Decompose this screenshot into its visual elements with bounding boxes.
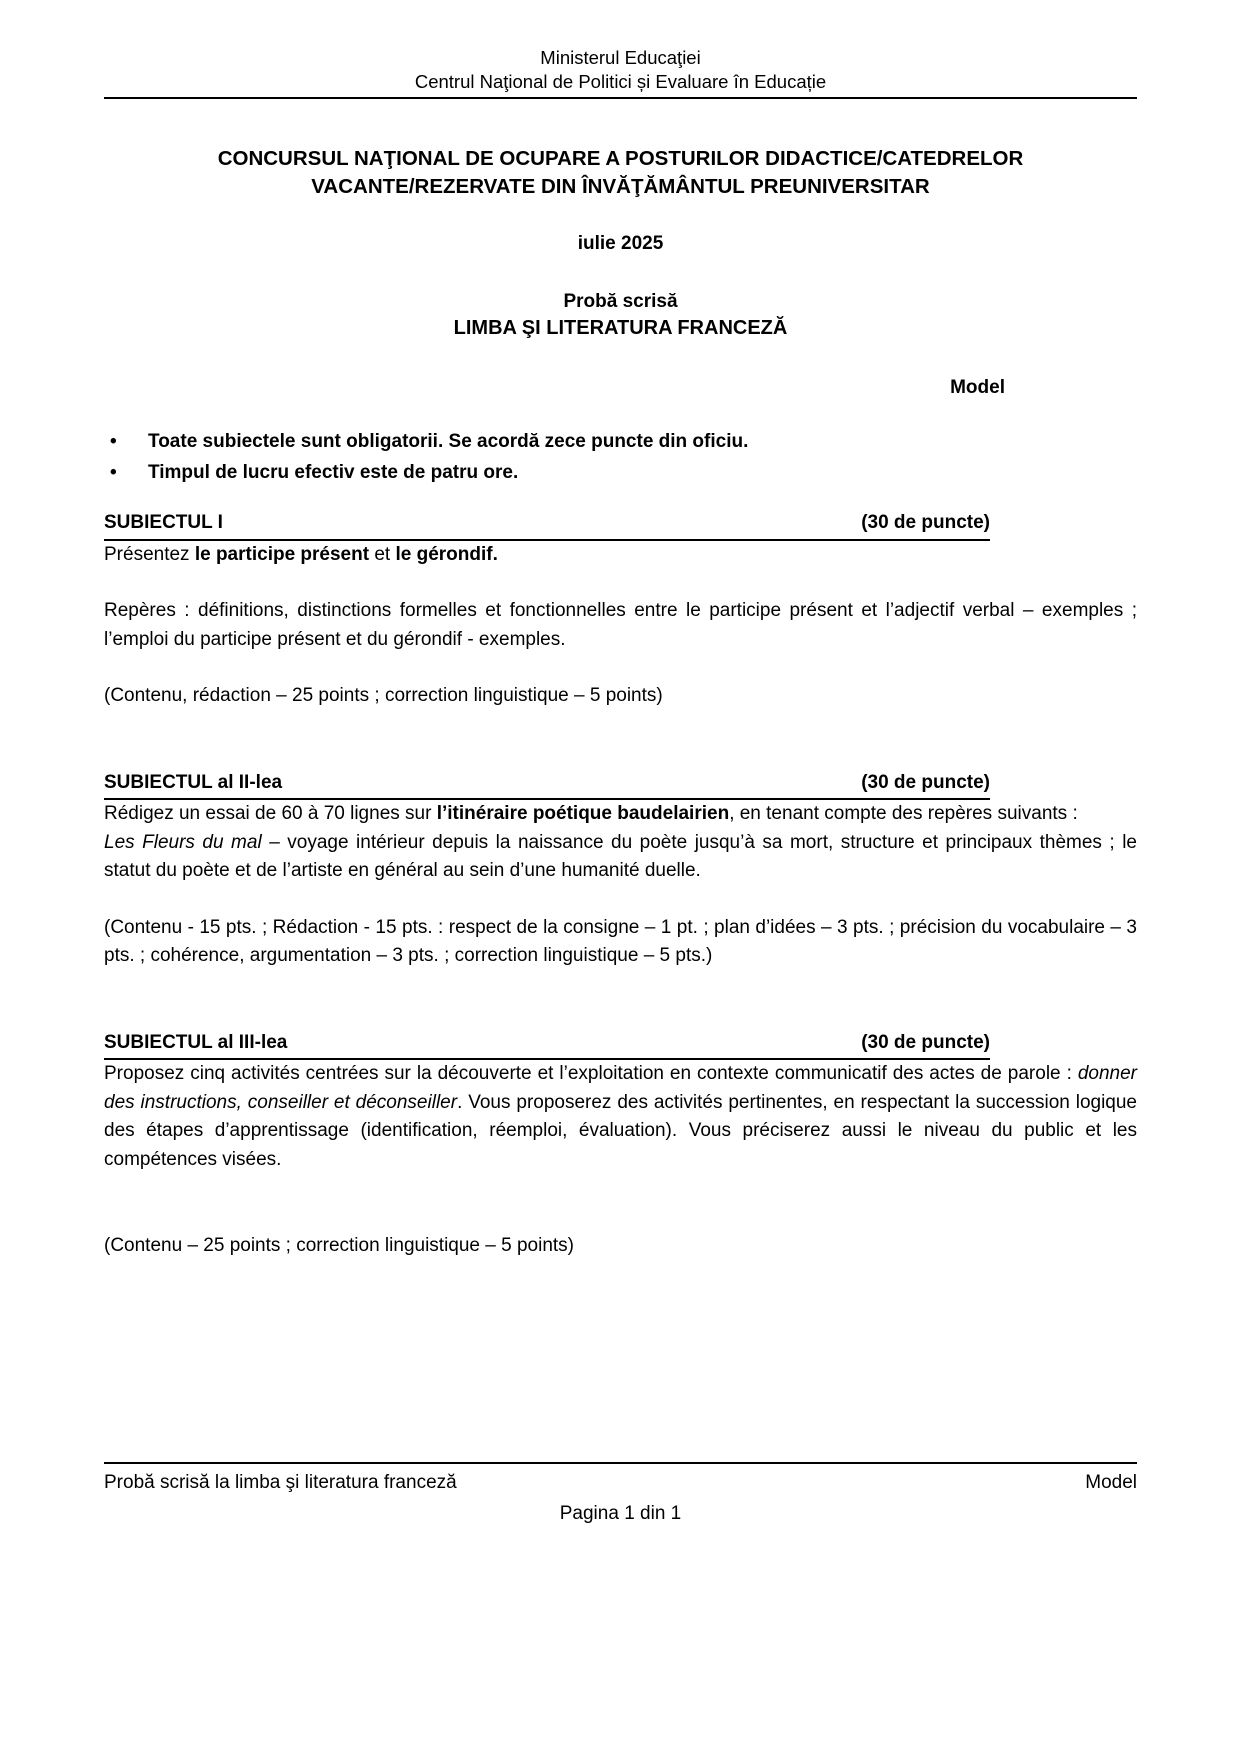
section-3-points: (30 de puncte)	[861, 1031, 990, 1053]
section-3-task: Proposez cinq activités centrées sur la découverte et l’exploitation en contexte communicatif des actes de parole : donner des instructions, conseiller et déconseiller. Vous proposerez des activités pertinentes, en respectant la succession logique des étapes d’apprentissage (identification, réemploi, évaluation). Vous préciserez aussi le niveau du public et les compétences visées.	[104, 1063, 1137, 1170]
section-2-scoring: (Contenu - 15 pts. ; Rédaction - 15 pts. : respect de la consigne – 1 pt. ; plan d’idées – 3 pts. ; précision du vocabulaire – 3 pts. ; cohérence, argumentation – 3 pts. ; correction linguistique – 5 pts.)	[104, 916, 1137, 967]
footer-divider	[104, 1462, 1137, 1464]
footer-exam-label: Probă scrisă la limba şi literatura franceză	[104, 1472, 457, 1493]
section-subiectul-1	[104, 509, 1137, 711]
section-subiectul-3	[104, 1029, 1137, 1261]
instruction-item: • Timpul de lucru efectiv este de patru ore.	[104, 459, 1137, 488]
session-date: iulie 2025	[577, 233, 664, 255]
exam-type: Probă scrisă	[563, 290, 678, 312]
document-header	[104, 46, 1137, 94]
header-divider	[104, 97, 1137, 99]
section-2-heading: SUBIECTUL al II-lea	[104, 771, 283, 793]
contest-title-line2: VACANTE/REZERVATE DIN ÎNVĂŢĂMÂNTUL PREUNIVERSITAR	[311, 174, 930, 198]
section-1-body: Repères : définitions, distinctions formelles et fonctionnelles entre le participe présent et l’adjectif verbal – exemples ; l’emploi du participe présent et du gérondif - exemples.	[104, 600, 1137, 650]
section-1-points: (30 de puncte)	[861, 512, 990, 534]
section-subiectul-2	[104, 769, 1137, 971]
footer-page-number: Pagina 1 din 1	[559, 1502, 682, 1524]
variant-label: Model	[950, 376, 1005, 398]
section-2-task: Rédigez un essai de 60 à 70 lignes sur l’itinéraire poétique baudelairien, en tenant compte des repères suivants :	[104, 803, 1078, 825]
instructions-list	[104, 428, 1137, 487]
instruction-item: • Toate subiectele sunt obligatorii. Se acordă zece puncte din oficiu.	[104, 428, 1137, 457]
section-2-heading-row	[104, 769, 990, 801]
section-3-heading-row	[104, 1029, 990, 1061]
section-2-body: Les Fleurs du mal – voyage intérieur depuis la naissance du poète jusqu’à sa mort, structure et principaux thèmes ; le statut du poète et de l’artiste en général au sein d’une humanité duelle.	[104, 831, 1137, 882]
section-3-heading: SUBIECTUL al III-lea	[104, 1031, 288, 1053]
section-3-scoring: (Contenu – 25 points ; correction linguistique – 5 points)	[104, 1235, 574, 1257]
contest-title-line1: CONCURSUL NAŢIONAL DE OCUPARE A POSTURILOR DIDACTICE/CATEDRELOR	[217, 147, 1024, 171]
section-1-heading-row	[104, 509, 990, 541]
page-footer	[104, 1462, 1137, 1528]
exam-type-block	[104, 289, 1137, 342]
footer-variant-label: Model	[1085, 1472, 1137, 1493]
section-1-heading: SUBIECTUL I	[104, 512, 223, 534]
contest-title	[104, 145, 1137, 200]
section-1-scoring: (Contenu, rédaction – 25 points ; correction linguistique – 5 points)	[104, 685, 663, 707]
discipline-title: LIMBA ŞI LITERATURA FRANCEZĂ	[453, 316, 788, 339]
footer-row	[104, 1469, 1137, 1498]
section-2-points: (30 de puncte)	[861, 771, 990, 793]
section-1-task: Présentez le participe présent et le gérondif.	[104, 543, 498, 565]
header-national-center: Centrul Naţional de Politici și Evaluare în Educație	[414, 71, 827, 93]
header-ministry: Ministerul Educaţiei	[540, 47, 701, 68]
